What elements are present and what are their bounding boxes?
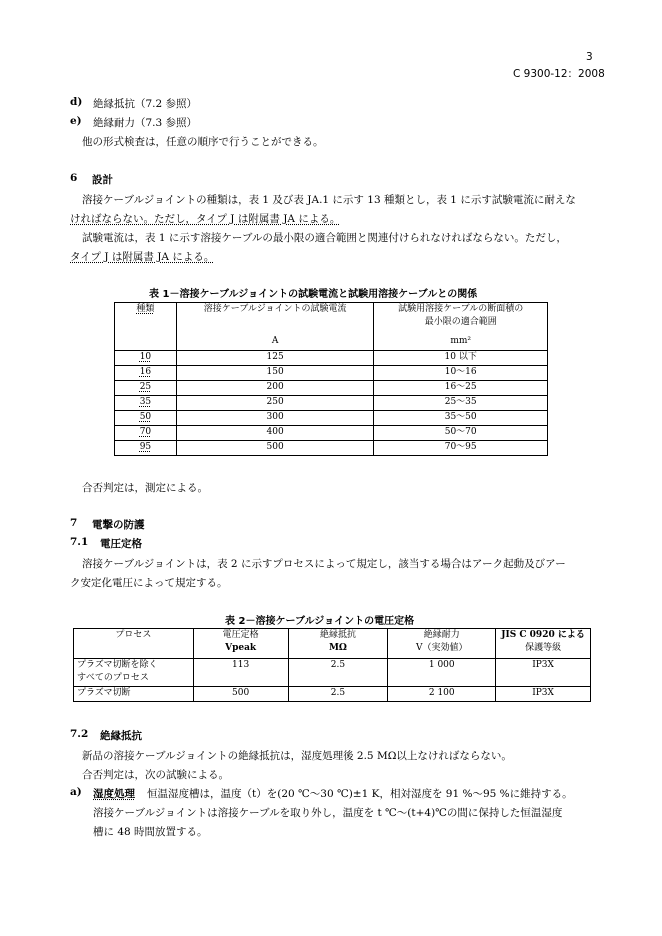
- table-2-cell: IP3X: [496, 687, 591, 702]
- table-2-header-protection: JIS C 0920 による: [501, 630, 585, 640]
- table-1-cell: 125: [176, 351, 374, 366]
- table-1-cell: 35: [139, 397, 152, 407]
- table-2-header-dielectric-strength-unit: V（実効値）: [416, 643, 468, 653]
- table-2-header-insulation-resistance-unit: MΩ: [328, 643, 347, 653]
- humidity-treatment-title: 湿度処理: [93, 788, 135, 800]
- list-item-d: 絶縁抵抗（7.2 参照）: [93, 98, 198, 110]
- table-1-cell: 25～35: [374, 396, 548, 411]
- table-2-cell: 500: [193, 687, 288, 702]
- table-2-header-voltage: 電圧定格: [222, 630, 259, 640]
- table-1-cell: 16～25: [374, 381, 548, 396]
- section-7-1-title: 電圧定格: [100, 538, 142, 550]
- other-tests-text: 他の形式検査は，任意の順序で行うことができる。: [82, 136, 324, 148]
- section-7-1-line-2: ク安定化電圧によって規定する。: [70, 577, 228, 589]
- table-2-header-dielectric-strength: 絶縁耐力: [423, 630, 460, 640]
- table-1-cell: 250: [176, 396, 374, 411]
- section-6-paragraph-1-line-2: ければならない。ただし，タイプ J は附属書 JA による。: [70, 213, 341, 225]
- document-id: C 9300-12：2008: [513, 68, 605, 80]
- humidity-treatment-line-2: 溶接ケーブルジョイントは溶接ケーブルを取り外し，温度を t ℃～(t+4)℃の間に保持した恒温湿度: [93, 807, 563, 819]
- section-7-number: 7: [70, 517, 78, 529]
- table-2-cell: 1 000: [388, 659, 496, 687]
- section-6-paragraph-1-line-1: 溶接ケーブルジョイントの種類は，表 1 及び表 JA.1 に示す 13 種類とし，表 1 に示す試験電流に耐えな: [82, 194, 576, 206]
- table-2-cell: 2.5: [288, 659, 388, 687]
- table-1-header-cable-label-2: 最小限の適合範囲: [424, 317, 497, 327]
- table-1-header-cable-unit: mm²: [450, 336, 472, 346]
- list-item-e: 絶縁耐力（7.3 参照）: [93, 117, 198, 129]
- section-7-1-number: 7.1: [70, 536, 89, 548]
- section-7-2-line-1: 新品の溶接ケーブルジョイントの絶縁抵抗は，湿度処理後 2.5 MΩ以上なければならない。: [82, 750, 512, 762]
- table-2-cell: プラズマ切断を除く: [77, 660, 158, 670]
- list-marker-e: e): [70, 115, 82, 127]
- table-2-cell: 113: [193, 659, 288, 687]
- section-6-paragraph-2-line-1: 試験電流は，表 1 に示す溶接ケーブルの最小限の適合範囲と関連付けられなければならない。ただし，: [82, 232, 567, 244]
- page-number: 3: [586, 51, 593, 63]
- pass-fail-measurement: 合否判定は，測定による。: [82, 482, 208, 494]
- table-1-header-current-label: 溶接ケーブルジョイントの試験電流: [203, 304, 347, 314]
- section-7-title: 電撃の防護: [92, 519, 145, 531]
- table-row: [115, 426, 548, 441]
- table-1-cell: 95: [139, 442, 152, 452]
- table-2-cell: すべてのプロセス: [77, 673, 149, 683]
- table-1-header-type-label: 種類: [136, 304, 155, 314]
- table-1-cell: 200: [176, 381, 374, 396]
- table-2-cell: 2.5: [288, 687, 388, 702]
- table-1-cell: 35～50: [374, 411, 548, 426]
- humidity-treatment-line-1: 恒温湿度槽は，温度（t）を(20 ℃～30 ℃)±1 K，相対湿度を 91 %～95 %に維持する。: [147, 788, 573, 800]
- section-7-2-number: 7.2: [70, 728, 89, 740]
- table-2-header-insulation-resistance: 絶縁抵抗: [319, 630, 356, 640]
- table-1: [114, 302, 548, 456]
- section-7-2-title: 絶縁抵抗: [100, 730, 142, 742]
- table-1-header-row: [115, 303, 548, 351]
- table-2-caption: 表 2－溶接ケーブルジョイントの電圧定格: [225, 616, 415, 627]
- table-row: [115, 396, 548, 411]
- table-1-cell: 10 以下: [374, 351, 548, 366]
- section-6-paragraph-2-line-2: タイプ J は附属書 JA による。: [70, 251, 215, 263]
- table-1-cell: 25: [139, 382, 152, 392]
- table-1-cell: 150: [176, 366, 374, 381]
- list-marker-a: a): [70, 786, 82, 798]
- table-row: [115, 411, 548, 426]
- table-1-header-cable: [374, 303, 548, 351]
- table-2-header-row: [74, 629, 591, 659]
- table-1-cell: 400: [176, 426, 374, 441]
- table-1-header-type: [115, 303, 177, 351]
- table-1-cell: 10～16: [374, 366, 548, 381]
- table-1-caption: 表 1－溶接ケーブルジョイントの試験電流と試験用溶接ケーブルとの関係: [149, 289, 478, 300]
- section-6-number: 6: [70, 172, 78, 184]
- table-2-header-voltage-unit: Vpeak: [225, 643, 257, 653]
- table-1-header-cable-label-1: 試験用溶接ケーブルの断面積の: [398, 304, 524, 314]
- list-marker-d: d): [70, 96, 83, 108]
- humidity-treatment-line-3: 槽に 48 時間放置する。: [93, 826, 208, 838]
- table-row: [115, 366, 548, 381]
- table-1-cell: 10: [139, 352, 152, 362]
- table-1-cell: 300: [176, 411, 374, 426]
- table-1-cell: 50～70: [374, 426, 548, 441]
- table-1-cell: 50: [139, 412, 152, 422]
- table-row: [74, 687, 591, 702]
- table-2-header-protection-sub: 保護等級: [525, 643, 562, 653]
- table-2: [73, 628, 591, 702]
- table-1-cell: 16: [139, 367, 152, 377]
- table-1-cell: 70: [139, 427, 152, 437]
- table-2-cell: IP3X: [496, 659, 591, 687]
- table-1-header-current: [176, 303, 374, 351]
- table-row: [115, 351, 548, 366]
- table-2-cell: 2 100: [388, 687, 496, 702]
- table-1-cell: 70～95: [374, 441, 548, 456]
- table-row: [115, 381, 548, 396]
- table-2-cell: プラズマ切断: [74, 687, 194, 702]
- table-row: [74, 659, 591, 687]
- table-row: [115, 441, 548, 456]
- section-6-title: 設計: [92, 174, 113, 186]
- section-7-2-line-2: 合否判定は，次の試験による。: [82, 769, 229, 781]
- table-2-header-process: プロセス: [115, 630, 152, 640]
- section-7-1-line-1: 溶接ケーブルジョイントは，表 2 に示すプロセスによって規定し，該当する場合はアーク起動及びアー: [82, 558, 566, 570]
- table-1-header-current-unit: A: [271, 336, 279, 346]
- table-1-cell: 500: [176, 441, 374, 456]
